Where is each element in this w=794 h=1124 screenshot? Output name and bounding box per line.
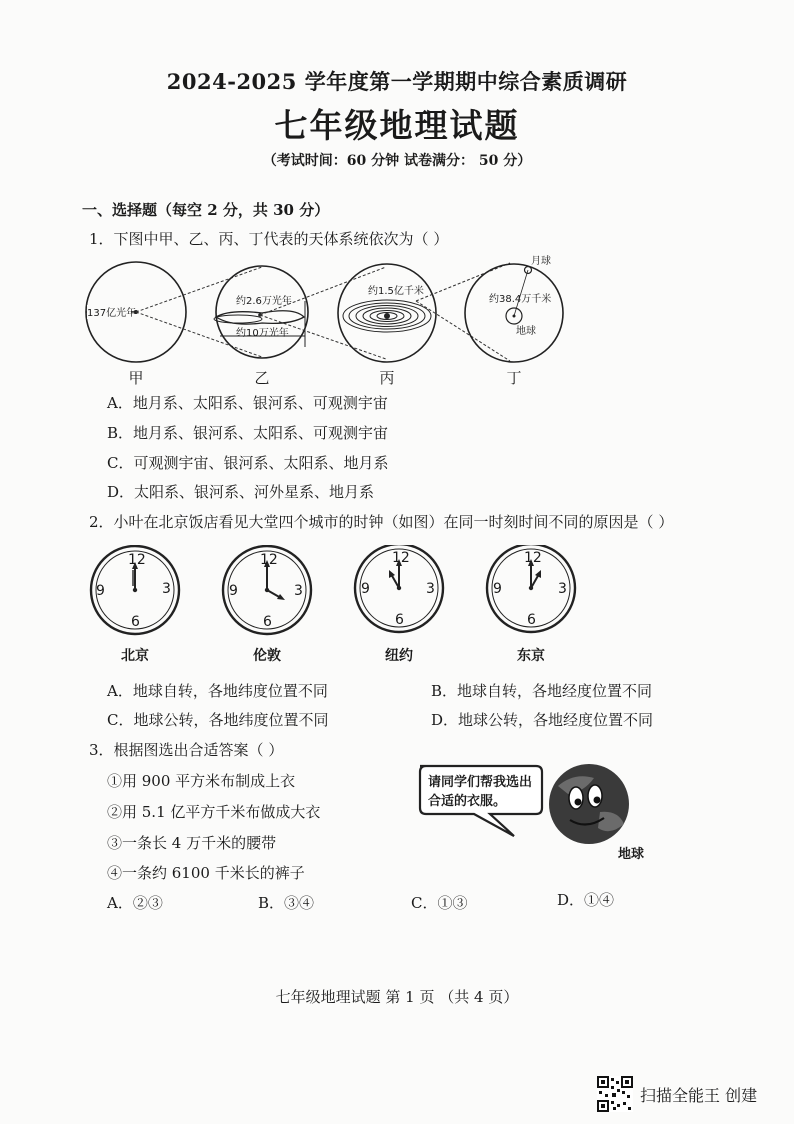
figure-ding-distance: 约38.4万千米 [489, 294, 552, 305]
section-heading: 一、选择题（每空 2 分，共 30 分） [82, 201, 330, 219]
q3-item-1: ①用 900 平方米布制成上衣 [107, 772, 296, 790]
earth-label: 地球 [618, 847, 645, 862]
q2-option-d: D．地球公转，各地经度位置不同 [431, 711, 654, 729]
q3-option-d: D．①④ [557, 891, 615, 909]
clock-numeral-12: 12 [260, 552, 278, 568]
clock-numeral-3: 3 [558, 581, 567, 597]
clock-numeral-12: 12 [392, 550, 410, 566]
clock-numeral-9: 9 [229, 583, 238, 599]
figure-label-jia: 甲 [128, 369, 144, 387]
clock-numeral-3: 3 [294, 583, 303, 599]
exam-title: 七年级地理试题 [274, 106, 520, 145]
figure-yi-note-bottom: 约10万光年 [236, 328, 289, 339]
clock-numeral-9: 9 [361, 581, 370, 597]
question-1-stem: 1．下图中甲、乙、丙、丁代表的天体系统依次为（ ） [89, 230, 449, 248]
clock-numeral-3: 3 [162, 581, 171, 597]
figure-ding-moon-label: 月球 [531, 256, 551, 267]
clock-numeral-6: 6 [263, 614, 272, 630]
clock-numeral-9: 9 [96, 583, 105, 599]
q3-item-4: ④一条约 6100 千米长的裤子 [107, 864, 305, 882]
clock-numeral-12: 12 [128, 552, 146, 568]
q3-option-b: B．③④ [258, 894, 315, 912]
q3-item-3: ③一条长 4 万千米的腰带 [107, 834, 277, 852]
figure-jia-note: 137亿光年 [87, 308, 137, 319]
page-footer: 七年级地理试题 第 1 页 （共 4 页） [275, 988, 519, 1006]
figure-yi-note-top: 约2.6万光年 [236, 296, 292, 307]
q1-option-b: B．地月系、银河系、太阳系、可观测宇宙 [107, 424, 389, 442]
exam-info: （考试时间：60 分钟 试卷满分： 50 分） [262, 153, 532, 169]
scanner-watermark: 扫描全能王 创建 [640, 1086, 758, 1105]
q3-option-c: C．①③ [411, 894, 468, 912]
q2-option-c: C．地球公转，各地纬度位置不同 [107, 711, 329, 729]
clock-numeral-9: 9 [493, 581, 502, 597]
speech-bubble-line1: 请同学们帮我选出 [428, 775, 533, 790]
figure-label-yi: 乙 [254, 369, 270, 387]
city-clocks-figure [85, 545, 585, 640]
q2-option-b: B．地球自转，各地经度位置不同 [431, 682, 653, 700]
q3-item-2: ②用 5.1 亿平方千米布做成大衣 [107, 803, 321, 821]
question-3-stem: 3．根据图选出合适答案（ ） [89, 741, 284, 759]
city-label-london: 伦敦 [253, 648, 281, 664]
clock-numeral-6: 6 [131, 614, 140, 630]
figure-ding-earth-label: 地球 [516, 326, 536, 337]
clock-numeral-12: 12 [524, 550, 542, 566]
figure-bing-note: 约1.5亿千米 [368, 286, 424, 297]
q2-option-a: A．地球自转，各地纬度位置不同 [107, 682, 328, 700]
qr-code-icon [597, 1076, 633, 1112]
city-label-beijing: 北京 [121, 648, 149, 664]
clock-numeral-6: 6 [527, 612, 536, 628]
clock-numeral-6: 6 [395, 612, 404, 628]
question-2-stem: 2．小叶在北京饭店看见大堂四个城市的时钟（如图）在同一时刻时间不同的原因是（ ） [89, 513, 674, 531]
exam-title-line1: 2024-2025 学年度第一学期期中综合素质调研 [166, 69, 628, 94]
clock-numeral-3: 3 [426, 581, 435, 597]
speech-bubble-line2: 合适的衣服。 [428, 794, 507, 809]
q3-option-a: A．②③ [107, 894, 163, 912]
figure-label-ding: 丁 [506, 369, 522, 387]
city-label-tokyo: 东京 [517, 648, 545, 664]
celestial-systems-figure [80, 255, 570, 375]
city-label-newyork: 纽约 [385, 648, 413, 664]
figure-label-bing: 丙 [379, 369, 395, 387]
q1-option-c: C．可观测宇宙、银河系、太阳系、地月系 [107, 454, 389, 472]
q1-option-d: D．太阳系、银河系、河外星系、地月系 [107, 483, 375, 501]
q1-option-a: A．地月系、太阳系、银河系、可观测宇宙 [107, 394, 388, 412]
